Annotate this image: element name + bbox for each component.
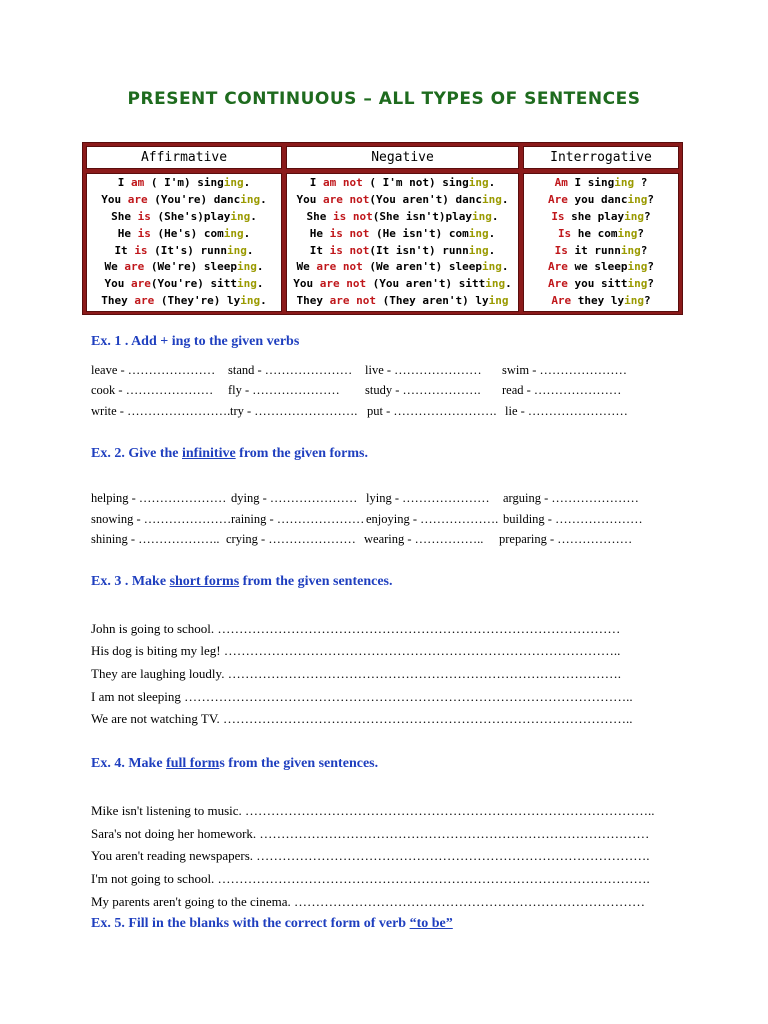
ex1-heading-text: Ex. 1 . Add + ing to the given verbs (91, 334, 300, 349)
ex1-word-item[interactable]: try - ……………………. (230, 404, 358, 418)
affirmative-row (87, 226, 281, 243)
affirmative-segment: (You're) sitt (150, 277, 237, 291)
negative-segment: ing (468, 243, 489, 257)
affirmative-segment: are (127, 192, 148, 206)
interrogative-row (524, 175, 678, 192)
negative-segment: . (488, 226, 496, 240)
interrogative-segment: Are (548, 277, 568, 291)
ex1-word-item[interactable]: live - ………………… (365, 363, 482, 377)
negative-segment: (She isn't)play (372, 209, 473, 223)
negative-segment: They (296, 294, 330, 308)
ex2-word-item[interactable]: snowing - ………………… (91, 512, 232, 526)
ex2-heading-underlined: infinitive (182, 446, 236, 461)
negative-segment: (They aren't) ly (376, 294, 489, 308)
affirmative-segment: (We're) sleep (144, 260, 237, 274)
negative-segment: are not (319, 277, 367, 291)
affirmative-segment: . (256, 260, 264, 274)
ex4-sentence[interactable]: Sara's not doing her homework. ……………………………………………………………………………… (91, 826, 650, 841)
ex2-word-item[interactable]: arguing - ………………… (503, 491, 639, 505)
affirmative-row (87, 192, 281, 209)
affirmative-segment: She (111, 209, 138, 223)
negative-segment: ing (481, 192, 502, 206)
affirmative-segment: (They're) ly (154, 294, 241, 308)
interrogative-segment: Is (554, 243, 568, 257)
affirmative-segment: . (260, 294, 267, 308)
ex3-heading (91, 574, 393, 590)
ex2-heading (91, 446, 368, 462)
negative-segment: is not (329, 243, 370, 257)
negative-segment: . (501, 192, 509, 206)
interrogative-row (524, 192, 678, 209)
affirmative-row (87, 209, 281, 226)
negative-column (286, 173, 519, 312)
affirmative-segment: is (137, 226, 151, 240)
affirmative-segment: He (117, 226, 138, 240)
header-affirmative: Affirmative (86, 146, 282, 169)
ex2-word-item[interactable]: helping - ………………… (91, 491, 227, 505)
ex2-word-item[interactable]: raining - ………………… (231, 512, 365, 526)
affirmative-row (87, 175, 281, 192)
affirmative-segment: (You're) danc (147, 192, 241, 206)
negative-segment: She (306, 209, 333, 223)
negative-segment: are not (323, 192, 370, 206)
affirmative-segment: is (134, 243, 148, 257)
ex2-heading-pre: Ex. 2. Give the (91, 446, 182, 461)
header-interrogative: Interrogative (523, 146, 679, 169)
negative-segment: (You aren't) sitt (366, 277, 486, 291)
negative-segment: . (505, 277, 512, 291)
affirmative-segment: is (137, 209, 151, 223)
interrogative-segment: Are (548, 192, 568, 206)
ex1-word-item[interactable]: read - ………………… (502, 383, 622, 397)
interrogative-segment: she play (564, 209, 625, 223)
affirmative-segment: . (260, 192, 267, 206)
interrogative-segment: ing (624, 294, 645, 308)
ex2-word-item[interactable]: dying - ………………… (231, 491, 358, 505)
ex2-word-item[interactable]: enjoying - ………………. (366, 512, 499, 526)
negative-segment: is not (329, 226, 370, 240)
ex3-sentence[interactable]: John is going to school. ………………………………………………………………………………… (91, 621, 621, 636)
interrogative-segment: ing (614, 176, 635, 189)
negative-row (287, 226, 518, 243)
affirmative-segment: (He's) com (150, 226, 224, 240)
ex1-word-item[interactable]: lie - …………………… (505, 404, 628, 418)
ex3-heading-underlined: short forms (169, 574, 240, 589)
interrogative-segment: ing (627, 277, 648, 291)
negative-segment: ing (472, 209, 492, 223)
affirmative-segment: ing (236, 277, 257, 291)
interrogative-segment: ing (627, 192, 648, 206)
interrogative-segment: ? (647, 192, 654, 206)
affirmative-segment: ing (227, 243, 247, 257)
affirmative-segment: (She's)play (150, 209, 231, 223)
ex3-heading-post: from the given sentences. (239, 574, 393, 589)
negative-row (287, 293, 518, 310)
interrogative-segment: ing (620, 243, 641, 257)
interrogative-segment: you danc (567, 192, 628, 206)
affirmative-segment: ing (230, 209, 251, 223)
affirmative-segment: You (104, 277, 132, 291)
interrogative-row (524, 259, 678, 276)
ex4-sentence[interactable]: My parents aren't going to the cinema. ……………………………………………………………………… (91, 894, 646, 909)
ex4-heading-post: s from the given sentences. (219, 756, 379, 771)
ex2-word-item[interactable]: building - ………………… (503, 512, 643, 526)
ex5-heading (91, 916, 453, 932)
ex1-word-item[interactable]: write - ……………………. (91, 404, 231, 418)
negative-segment: is not (332, 209, 373, 223)
negative-row (287, 175, 518, 192)
affirmative-segment: ing (223, 176, 244, 189)
negative-segment: ing (481, 260, 502, 274)
negative-segment: am not (323, 176, 363, 189)
negative-segment: (We aren't) sleep (362, 260, 482, 274)
ex2-word-item[interactable]: preparing - ……………… (499, 532, 633, 546)
interrogative-segment: ing (617, 226, 638, 240)
affirmative-segment: You (101, 192, 128, 206)
interrogative-segment: ? (640, 243, 648, 257)
interrogative-segment: ? (637, 226, 645, 240)
ex3-heading-pre: Ex. 3 . Make (91, 574, 170, 589)
negative-row (287, 259, 518, 276)
negative-segment: . (491, 209, 499, 223)
interrogative-segment: ? (644, 294, 651, 308)
ex2-heading-post: from the given forms. (235, 446, 368, 461)
affirmative-segment: . (243, 176, 251, 189)
interrogative-column (523, 173, 679, 312)
interrogative-segment: Is (551, 209, 565, 223)
affirmative-segment: am (131, 176, 145, 189)
grammar-table (82, 142, 683, 315)
negative-segment: ing (488, 294, 509, 308)
negative-segment: ( I'm not) sing (362, 176, 469, 189)
negative-segment: . (488, 176, 496, 189)
ex1-word-item[interactable]: fly - ………………… (228, 383, 340, 397)
interrogative-segment: ? (644, 209, 651, 223)
ex2-word-item[interactable]: wearing - …………….. (364, 532, 484, 546)
negative-segment: I (309, 176, 324, 189)
interrogative-row (524, 293, 678, 310)
negative-segment: . (501, 260, 509, 274)
interrogative-segment: it runn (567, 243, 621, 257)
negative-segment: (It isn't) runn (369, 243, 469, 257)
ex5-heading-pre: Ex. 5. Fill in the blanks with the correct form of verb (91, 916, 410, 931)
negative-row (287, 243, 518, 260)
affirmative-segment: ing (240, 294, 261, 308)
ex3-sentence[interactable]: We are not watching TV. ………………………………………………………………………………….. (91, 711, 633, 726)
ex4-heading-underlined: full form (166, 756, 220, 771)
negative-segment: ing (485, 277, 506, 291)
interrogative-segment: Are (548, 260, 568, 274)
affirmative-segment: We (104, 260, 125, 274)
negative-row (287, 276, 518, 293)
affirmative-segment: are (134, 294, 155, 308)
affirmative-segment: It (114, 243, 135, 257)
interrogative-segment: ing (624, 209, 645, 223)
interrogative-segment: they ly (571, 294, 625, 308)
negative-segment: (He isn't) com (369, 226, 469, 240)
page-title: PRESENT CONTINUOUS – ALL TYPES OF SENTENCES (127, 89, 641, 109)
ex1-word-item[interactable]: swim - ………………… (502, 363, 627, 377)
ex4-sentence[interactable]: Mike isn't listening to music. ………………………………………………………………………………….. (91, 803, 655, 818)
affirmative-segment: ing (223, 226, 244, 240)
negative-segment: You (293, 277, 320, 291)
ex4-heading-pre: Ex. 4. Make (91, 756, 167, 771)
affirmative-segment: . (243, 226, 251, 240)
negative-segment: It (309, 243, 330, 257)
interrogative-segment: Am (554, 176, 568, 189)
negative-segment: are not (329, 294, 376, 308)
interrogative-segment: Is (557, 226, 572, 240)
ex5-heading-underlined: “to be” (409, 916, 453, 931)
ex1-heading (91, 334, 299, 350)
affirmative-column (86, 173, 282, 312)
affirmative-segment: They (101, 294, 135, 308)
ex3-sentence[interactable]: They are laughing loudly. ………………………………………………………………………………. (91, 666, 621, 681)
affirmative-segment: are (124, 260, 145, 274)
interrogative-segment: we sleep (567, 260, 628, 274)
interrogative-segment: ing (627, 260, 648, 274)
ex4-heading (91, 756, 378, 772)
ex1-word-item[interactable]: study - ………………. (365, 383, 481, 397)
header-negative: Negative (286, 146, 519, 169)
ex3-sentence[interactable]: I am not sleeping ………………………………………………………………………………………….. (91, 689, 633, 704)
interrogative-segment: he com (571, 226, 618, 240)
ex4-sentence[interactable]: I'm not going to school. ………………………………………………………………………………………. (91, 871, 650, 886)
negative-segment: We (296, 260, 317, 274)
interrogative-row (524, 276, 678, 293)
negative-segment: ing (468, 226, 489, 240)
negative-row (287, 192, 518, 209)
interrogative-segment: ? (647, 260, 654, 274)
negative-segment: are not (316, 260, 363, 274)
negative-segment: ing (468, 176, 489, 189)
affirmative-segment: (It's) runn (147, 243, 228, 257)
affirmative-row (87, 259, 281, 276)
interrogative-row (524, 209, 678, 226)
affirmative-segment: ing (236, 260, 257, 274)
affirmative-segment: are (131, 277, 151, 291)
affirmative-row (87, 293, 281, 310)
negative-segment: (You aren't) danc (369, 192, 482, 206)
ex4-sentence[interactable]: You aren't reading newspapers. ………………………………………………………………………………. (91, 848, 650, 863)
ex3-sentence[interactable]: His dog is biting my leg! ……………………………………………………………………………….. (91, 643, 621, 658)
interrogative-row (524, 243, 678, 260)
ex2-word-item[interactable]: crying - ………………… (226, 532, 356, 546)
ex1-word-item[interactable]: put - ……………………. (367, 404, 497, 418)
ex2-word-item[interactable]: lying - ………………… (366, 491, 490, 505)
ex1-word-item[interactable]: stand - ………………… (228, 363, 353, 377)
affirmative-row (87, 276, 281, 293)
negative-segment: . (488, 243, 496, 257)
ex1-word-item[interactable]: cook - ………………… (91, 383, 214, 397)
interrogative-segment: ? (634, 176, 648, 189)
affirmative-segment: . (246, 243, 254, 257)
affirmative-segment: ing (240, 192, 261, 206)
ex2-word-item[interactable]: shining - ……………….. (91, 532, 220, 546)
affirmative-segment: I (117, 176, 131, 189)
interrogative-segment: Are (551, 294, 572, 308)
affirmative-row (87, 243, 281, 260)
affirmative-segment: . (250, 209, 257, 223)
interrogative-row (524, 226, 678, 243)
affirmative-segment: . (256, 277, 264, 291)
negative-row (287, 209, 518, 226)
negative-segment: You (296, 192, 324, 206)
interrogative-segment: ? (647, 277, 654, 291)
negative-segment: He (309, 226, 330, 240)
interrogative-segment: you sitt (567, 277, 628, 291)
affirmative-segment: ( I'm) sing (144, 176, 224, 189)
ex1-word-item[interactable]: leave - ………………… (91, 363, 216, 377)
interrogative-segment: I sing (567, 176, 615, 189)
